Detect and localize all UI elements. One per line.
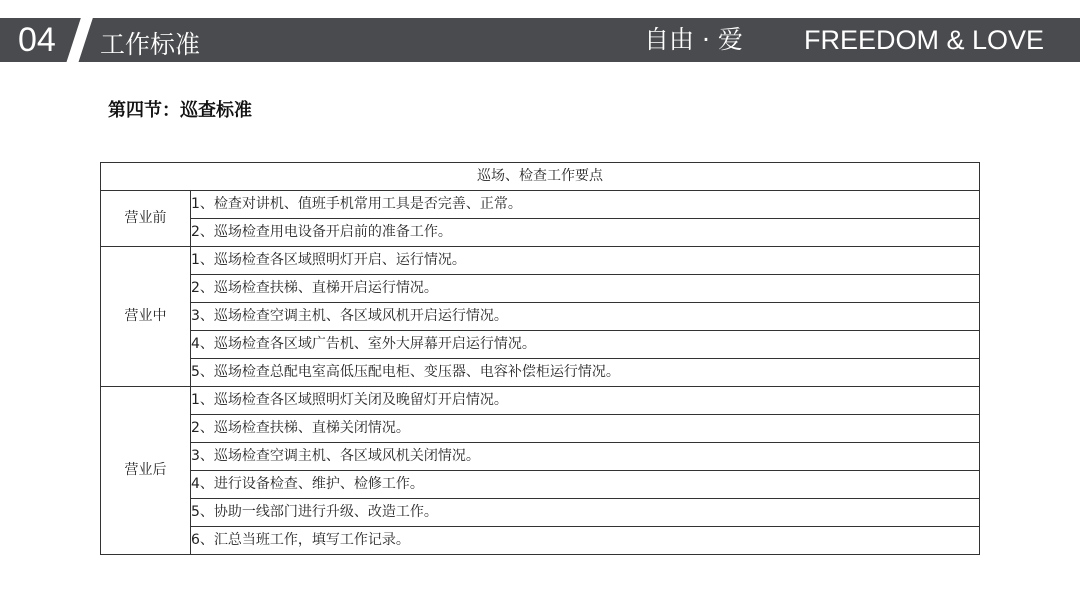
table-row (101, 303, 980, 331)
slogan-chinese: 自由 · 爱 (644, 25, 743, 54)
table-cell: 5、协助一线部门进行升级、改造工作。 (191, 499, 980, 527)
table-header-row (101, 163, 980, 191)
table-row (101, 471, 980, 499)
table-row (101, 359, 980, 387)
table-row (101, 247, 980, 275)
table-cell: 4、巡场检查各区域广告机、室外大屏幕开启运行情况。 (191, 331, 980, 359)
table-cell: 4、进行设备检查、维护、检修工作。 (191, 471, 980, 499)
table-row (101, 499, 980, 527)
section-title: 工作标准 (100, 30, 201, 59)
table-row (101, 191, 980, 219)
period-before-opening: 营业前 (101, 191, 191, 247)
slogan-english: FREEDOM & LOVE (804, 25, 1045, 55)
table-row (101, 443, 980, 471)
table-row (101, 275, 980, 303)
table-row (101, 219, 980, 247)
table-cell: 3、巡场检查空调主机、各区域风机开启运行情况。 (191, 303, 980, 331)
table-row (101, 331, 980, 359)
table-row (101, 415, 980, 443)
table-cell: 6、汇总当班工作，填写工作记录。 (191, 527, 980, 555)
patrol-standards-table (100, 162, 980, 555)
table-cell: 2、巡场检查用电设备开启前的准备工作。 (191, 219, 980, 247)
period-after-closing: 营业后 (101, 387, 191, 555)
table-cell: 1、检查对讲机、值班手机常用工具是否完善、正常。 (191, 191, 980, 219)
table-cell: 2、巡场检查扶梯、直梯关闭情况。 (191, 415, 980, 443)
table-cell: 5、巡场检查总配电室高低压配电柜、变压器、电容补偿柜运行情况。 (191, 359, 980, 387)
page-subtitle: 第四节：巡查标准 (108, 100, 252, 121)
table-header: 巡场、检查工作要点 (101, 163, 980, 191)
period-during-business: 营业中 (101, 247, 191, 387)
table-cell: 1、巡场检查各区域照明灯关闭及晚留灯开启情况。 (191, 387, 980, 415)
table-cell: 2、巡场检查扶梯、直梯开启运行情况。 (191, 275, 980, 303)
table-row (101, 387, 980, 415)
table-cell: 1、巡场检查各区域照明灯开启、运行情况。 (191, 247, 980, 275)
table-cell: 3、巡场检查空调主机、各区域风机关闭情况。 (191, 443, 980, 471)
section-number: 04 (18, 21, 56, 59)
table-row (101, 527, 980, 555)
